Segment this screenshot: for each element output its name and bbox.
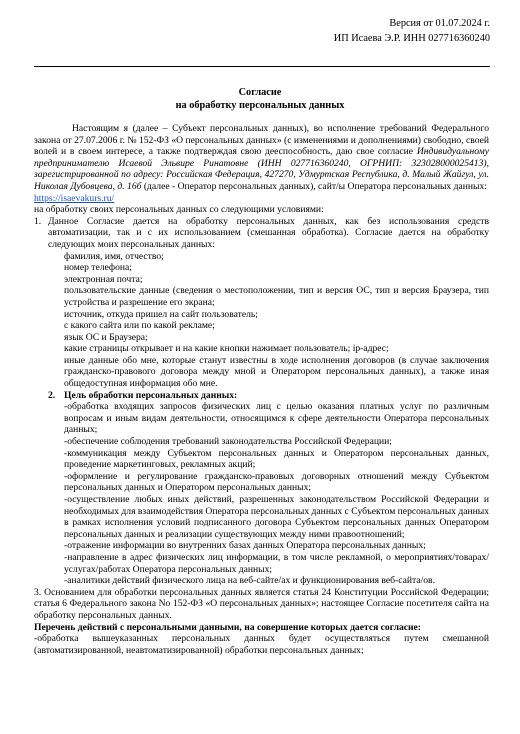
intro-text-start: Настоящим я (далее – Субъект персональных данных), во исполнение требований Федерального закона от 27.07.2006 г. № 152-ФЗ «О персональных данных» (с изменениями и дополнениями) свободно, своей волей и в своем интересе, а также подтверждая свою дееспособность, даю свое согласие bbox=[34, 123, 489, 158]
list-item: фамилия, имя, отчество; bbox=[64, 250, 164, 262]
list-item: -обеспечение соблюдения требований законодательства Российской Федерации; bbox=[64, 436, 392, 448]
list-item: -обработка входящих запросов физических лиц с целью оказания платных услуг по различным вопросам и иным видам деятельности, относящимся к сфере деятельности Оператора персональных данных; bbox=[64, 401, 489, 436]
list-item: источник, откуда пришел на сайт пользователь; bbox=[64, 308, 258, 320]
version-line: Версия от 01.07.2024 г. bbox=[389, 18, 490, 29]
document-title bbox=[0, 86, 520, 112]
section-1-list bbox=[64, 251, 489, 390]
list-item: -отражение информации во внутренних базах данных Оператора персональных данных; bbox=[64, 540, 426, 552]
document-header bbox=[334, 16, 490, 46]
section-2-list bbox=[64, 401, 489, 587]
list-item: номер телефона; bbox=[64, 262, 132, 274]
list-item: с какого сайта или по какой рекламе; bbox=[64, 320, 215, 332]
section-2-number: 2. bbox=[48, 389, 56, 401]
operator-details: Индивидуальному предпринимателю Исаевой Эльвире Ринатовне (ИНН 027716360240, ОГРНИП: 323028000025413), зарегистрированной по адресу: Российская Федерация, 427270, Удмуртская Республика, д. Малый Жайгул, ул. Николая Дубовцева, д. 16б bbox=[34, 146, 490, 192]
title-line-2: на обработку персональных данных bbox=[175, 100, 345, 111]
list-item: язык ОС и Браузера; bbox=[64, 331, 148, 343]
list-item: пользовательские данные (сведения о местоположении, тип и версия ОС, тип и версия Браузера, тип устройства и разрешение его экрана; bbox=[64, 285, 489, 308]
website-link[interactable]: https://isaevakurs.ru/ bbox=[34, 192, 115, 204]
intro-conditions: на обработку своих персональных данных со следующими условиями: bbox=[34, 204, 324, 216]
section-3: 3. Основанием для обработки персональных данных является статья 24 Конституции Российской Федерации; статья 6 Федерального закона No 152-ФЗ «О персональных данных»; настоящее Согласие посетителя сайта на обработку персональных данных. bbox=[34, 586, 489, 621]
actions-heading: Перечень действий с персональными данными, на совершение которых дается согласие: bbox=[34, 621, 422, 633]
section-1-number: 1. bbox=[34, 215, 42, 227]
list-item: -коммуникация между Субъектом персональных данных и Оператором персональных данных, проведение маркетинговых, рекламных акций; bbox=[64, 447, 489, 471]
section-2-title: Цель обработки персональных данных: bbox=[64, 389, 238, 401]
header-divider bbox=[34, 66, 490, 67]
section-1 bbox=[34, 216, 489, 251]
intro-text-end: (далее - Оператор персональных данных), сайт/ы Оператора персональных данных: bbox=[143, 180, 487, 192]
list-item: -аналитики действий физического лица на веб-сайте/ах и функционирования веб-сайта/ов. bbox=[64, 575, 435, 587]
list-item: иные данные обо мне, которые станут известны в ходе исполнения договоров (в случае заключения гражданско-правового договора между мной и Оператором персональных данных), а также иная общедоступная информация обо мне. bbox=[64, 354, 489, 390]
list-item: -осуществление любых иных действий, разрешенных законодательством Российской Федерации и необходимых для взаимодействия Оператора персональных данных с Субъектом персональных данных в рамках исполнения условий подписанного договора Субъектом персональных данных Оператором персональных данных и реализации существующих между ними правоотношений; bbox=[64, 494, 489, 540]
list-item: -оформление и регулирование гражданско-правовых договорных отношений между Субъектом персональных данных и Оператором персональных данных; bbox=[64, 470, 489, 494]
actions-text: -обработка вышеуказанных персональных данных будет осуществляться путем смешанной (автоматизированной, неавтоматизированной) обработки персональных данных; bbox=[34, 633, 489, 656]
list-item: электронная почта; bbox=[64, 273, 143, 285]
list-item: какие страницы открывает и на какие кнопки нажимает пользователь; ip-адрес; bbox=[64, 343, 389, 355]
document-body bbox=[34, 123, 489, 656]
title-line-1: Согласие bbox=[238, 87, 282, 98]
list-item: -направление в адрес физических лиц информации, в том числе рекламной, о мероприятиях/товарах/услугах/работах Оператора персональных данных; bbox=[64, 551, 489, 575]
website-link-line bbox=[34, 193, 489, 205]
entrepreneur-line: ИП Исаева Э.Р. ИНН 027716360240 bbox=[333, 33, 490, 44]
intro-paragraph bbox=[34, 123, 489, 193]
section-2-heading bbox=[48, 390, 489, 402]
section-1-text: Данное Согласие дается на обработку персональных данных, как без использования средств автоматизации, так и с их использованием (смешанная обработка). Согласие дается на обработку следующих моих персональных данных: bbox=[48, 215, 489, 250]
